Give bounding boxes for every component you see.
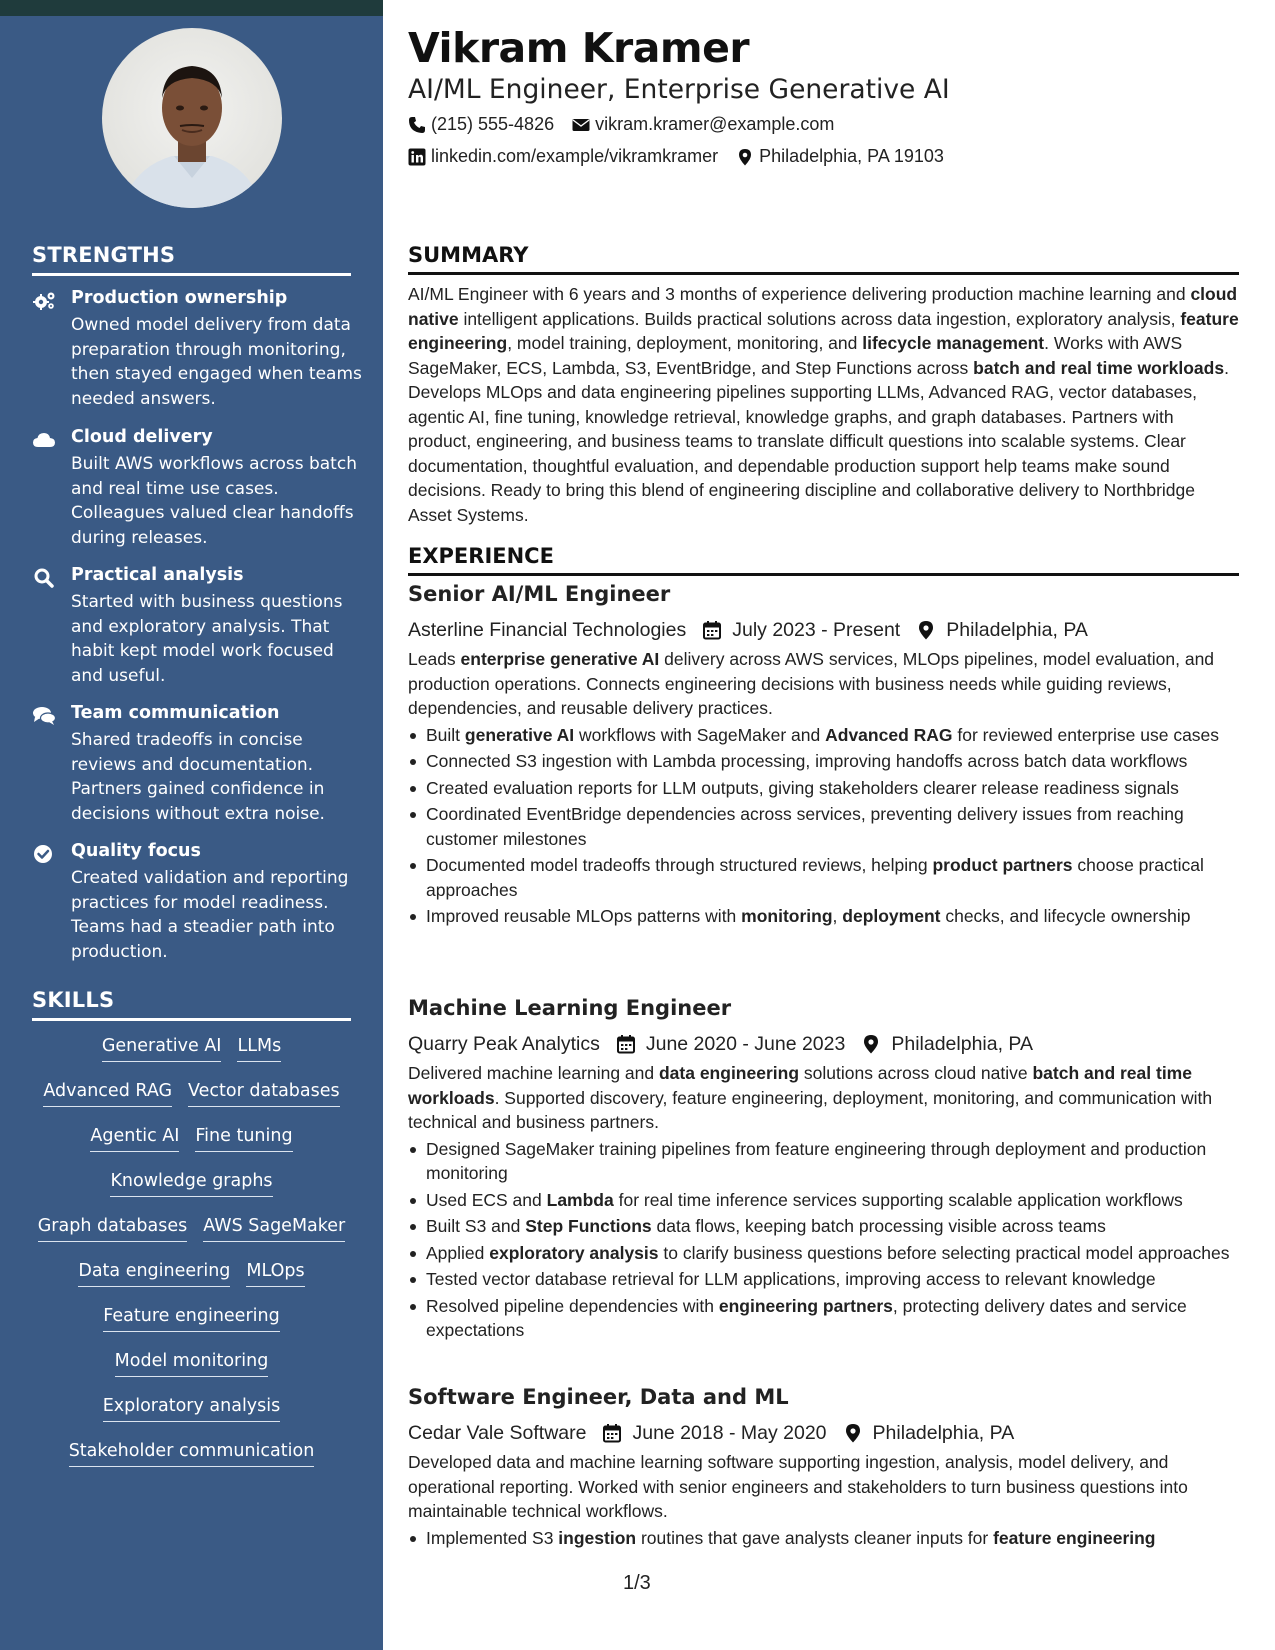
strength-body: Shared tradeoffs in concise reviews and documentation. Partners gained confidence in decisions without extra noise. bbox=[71, 730, 325, 824]
emphasis-text: deployment bbox=[842, 906, 941, 926]
email-link[interactable]: vikram.kramer@example.com bbox=[595, 114, 835, 134]
job-bullet: Coordinated EventBridge dependencies across services, preventing delivery issues from reaching customer milestones bbox=[408, 802, 1241, 851]
comments-icon bbox=[32, 705, 56, 727]
skills-list bbox=[32, 1036, 351, 1486]
summary-text: AI/ML Engineer with 6 years and 3 months of experience delivering production machine learning and cloud native intelligent applications. Builds practical solutions across data ingestion, exploratory analysis, feature engineering, model training, deployment, monitoring, and lifecycle management. Works with AWS SageMaker, ECS, Lambda, S3, EventBridge, and Step Functions across batch and real time workloads. Develops MLOps and data engineering pipelines supporting LLMs, Advanced RAG, vector databases, agentic AI, fine tuning, knowledge retrieval, knowledge graphs, and graph databases. Partners with product, engineering, and business teams to translate difficult questions into scalable systems. Clear documentation, thoughtful evaluation, and dependable production support help teams make sound decisions. Ready to bring this blend of engineering discipline and collaborative delivery to Northbridge Asset Systems. bbox=[408, 284, 1239, 525]
strength-title: Practical analysis bbox=[71, 565, 244, 585]
job-dates: June 2018 - May 2020 bbox=[632, 1421, 827, 1444]
job-bullet: Built generative AI workflows with SageMaker and Advanced RAG for reviewed enterprise use cases bbox=[408, 723, 1241, 748]
emphasis-text: engineering partners bbox=[718, 1295, 893, 1316]
linkedin-link[interactable]: linkedin.com/example/vikramkramer bbox=[431, 146, 719, 166]
emphasis-text: cloud native bbox=[408, 284, 1238, 329]
job-dates: July 2023 - Present bbox=[732, 618, 901, 641]
strength-item bbox=[32, 703, 362, 823]
strength-title: Quality focus bbox=[71, 841, 201, 861]
job-bullet: Designed SageMaker training pipelines from feature engineering through deployment and production monitoring bbox=[408, 1137, 1241, 1186]
job-meta bbox=[408, 1417, 1241, 1449]
job-bullet: Resolved pipeline dependencies with engineering partners, protecting delivery dates and service expectations bbox=[408, 1294, 1241, 1343]
map-marker-icon bbox=[736, 148, 754, 166]
job-bullet: Used ECS and Lambda for real time inference services supporting scalable application workflows bbox=[408, 1188, 1241, 1213]
job-meta bbox=[408, 1028, 1241, 1060]
skill-tag: MLOps bbox=[246, 1261, 304, 1287]
skill-tag: Agentic AI bbox=[90, 1126, 179, 1152]
skill-row bbox=[32, 1351, 351, 1396]
job-description: Delivered machine learning and data engineering solutions across cloud native batch and real time workloads. Supported discovery, feature engineering, deployment, monitoring, and communication with technical and business partners. bbox=[408, 1063, 1213, 1132]
location-text: Philadelphia, PA 19103 bbox=[759, 146, 944, 166]
skill-tag: Model monitoring bbox=[115, 1351, 269, 1377]
skill-row bbox=[32, 1306, 351, 1351]
contact-row bbox=[408, 146, 944, 167]
job-company: Quarry Peak Analytics bbox=[408, 1032, 600, 1055]
job-location: Philadelphia, PA bbox=[872, 1421, 1015, 1444]
job-bullet: Implemented S3 ingestion routines that gave analysts cleaner inputs for feature engineering bbox=[408, 1526, 1241, 1551]
phone-number[interactable]: (215) 555-4826 bbox=[431, 114, 555, 134]
emphasis-text: lifecycle management bbox=[862, 333, 1045, 353]
emphasis-text: data engineering bbox=[658, 1063, 800, 1083]
strength-item bbox=[32, 427, 362, 547]
emphasis-text: Lambda bbox=[546, 1189, 614, 1210]
job-company: Cedar Vale Software bbox=[408, 1421, 587, 1444]
phone-icon bbox=[408, 116, 426, 134]
emphasis-text: Advanced RAG bbox=[825, 724, 953, 745]
job-dates: June 2020 - June 2023 bbox=[645, 1032, 846, 1055]
skill-row bbox=[32, 1396, 351, 1441]
emphasis-text: Step Functions bbox=[525, 1216, 652, 1236]
job-title: Senior AI/ML Engineer bbox=[408, 582, 671, 606]
calendar-icon bbox=[616, 1034, 636, 1054]
page-number: 1/3 bbox=[623, 1572, 651, 1594]
job-bullet: Built S3 and Step Functions data flows, keeping batch processing visible across teams bbox=[408, 1214, 1241, 1239]
skill-row bbox=[32, 1081, 351, 1126]
calendar-icon bbox=[702, 620, 722, 640]
sidebar bbox=[0, 0, 383, 1650]
skill-tag: Knowledge graphs bbox=[110, 1171, 272, 1197]
skill-row bbox=[32, 1036, 351, 1081]
job-description: Leads enterprise generative AI delivery across AWS services, MLOps pipelines, model evaluation, and production operations. Connects engineering decisions with business needs while guiding reviews, dependencies, and reusable delivery practices. bbox=[408, 649, 1215, 718]
job-location: Philadelphia, PA bbox=[891, 1032, 1033, 1055]
skill-row bbox=[32, 1216, 351, 1261]
emphasis-text: batch and real time workloads bbox=[408, 1063, 1192, 1108]
skill-tag: Stakeholder communication bbox=[69, 1441, 315, 1467]
job-description: Developed data and machine learning software supporting ingestion, analysis, model delivery, and operational reporting. Worked with senior engineers and stakeholders to turn business questions into maintainable technical workflows. bbox=[408, 1452, 1188, 1521]
skill-row bbox=[32, 1441, 351, 1486]
summary-heading: SUMMARY bbox=[408, 243, 1239, 275]
envelope-icon bbox=[572, 116, 590, 134]
job-bullets bbox=[408, 723, 1241, 929]
job-bullets bbox=[408, 1526, 1241, 1551]
strengths-heading: STRENGTHS bbox=[32, 243, 351, 276]
job-meta bbox=[408, 614, 1241, 646]
strength-item bbox=[32, 841, 362, 961]
strength-body: Owned model delivery from data preparation through monitoring, then stayed engaged when teams needed answers. bbox=[71, 315, 362, 409]
gears-icon bbox=[32, 290, 56, 312]
skill-tag: LLMs bbox=[237, 1036, 281, 1062]
skill-tag: Exploratory analysis bbox=[103, 1396, 281, 1422]
avatar bbox=[102, 28, 282, 208]
skill-tag: AWS SageMaker bbox=[203, 1216, 345, 1242]
cloud-icon bbox=[32, 429, 56, 451]
job-entry bbox=[408, 1385, 1241, 1552]
candidate-headline: AI/ML Engineer, Enterprise Generative AI bbox=[408, 74, 950, 105]
job-company: Asterline Financial Technologies bbox=[408, 618, 687, 641]
emphasis-text: exploratory analysis bbox=[489, 1242, 659, 1263]
skill-row bbox=[32, 1261, 351, 1306]
linkedin-icon bbox=[408, 148, 426, 166]
emphasis-text: batch and real time workloads bbox=[973, 357, 1225, 378]
strength-body: Started with business questions and exploratory analysis. That habit kept model work focused and useful. bbox=[71, 592, 343, 686]
strength-body: Built AWS workflows across batch and real time use cases. Colleagues valued clear handoffs during releases. bbox=[71, 454, 357, 548]
strength-body: Created validation and reporting practices for model readiness. Teams had a steadier path into production. bbox=[71, 868, 349, 962]
job-location: Philadelphia, PA bbox=[946, 618, 1088, 641]
strength-item bbox=[32, 288, 362, 408]
map-marker-icon bbox=[843, 1423, 863, 1443]
emphasis-text: product partners bbox=[932, 855, 1073, 875]
strength-title: Team communication bbox=[71, 703, 280, 723]
skill-tag: Advanced RAG bbox=[43, 1081, 172, 1107]
job-title: Software Engineer, Data and ML bbox=[408, 1385, 789, 1409]
skill-row bbox=[32, 1171, 351, 1216]
skill-tag: Graph databases bbox=[38, 1216, 188, 1242]
job-bullet: Applied exploratory analysis to clarify business questions before selecting practical model approaches bbox=[408, 1241, 1241, 1266]
job-bullet: Documented model tradeoffs through structured reviews, helping product partners choose practical approaches bbox=[408, 853, 1241, 902]
emphasis-text: monitoring bbox=[741, 906, 833, 926]
emphasis-text: generative AI bbox=[464, 724, 575, 745]
strength-title: Production ownership bbox=[71, 288, 288, 308]
job-bullet: Improved reusable MLOps patterns with monitoring, deployment checks, and lifecycle ownership bbox=[408, 904, 1241, 929]
emphasis-text: ingestion bbox=[558, 1527, 637, 1548]
check-circle-icon bbox=[32, 843, 56, 865]
experience-heading: EXPERIENCE bbox=[408, 544, 1239, 576]
job-entry bbox=[408, 582, 1241, 931]
skill-tag: Generative AI bbox=[102, 1036, 222, 1062]
emphasis-text: feature engineering bbox=[408, 308, 1239, 353]
job-title: Machine Learning Engineer bbox=[408, 996, 732, 1020]
job-entry bbox=[408, 996, 1241, 1345]
job-bullet: Created evaluation reports for LLM outputs, giving stakeholders clearer release readiness signals bbox=[408, 776, 1241, 801]
top-strip bbox=[0, 0, 383, 16]
skill-row bbox=[32, 1126, 351, 1171]
emphasis-text: feature engineering bbox=[993, 1527, 1156, 1548]
strength-title: Cloud delivery bbox=[71, 427, 213, 447]
strength-item bbox=[32, 565, 362, 685]
job-bullet: Tested vector database retrieval for LLM applications, improving access to relevant knowledge bbox=[408, 1267, 1241, 1292]
skill-tag: Feature engineering bbox=[103, 1306, 279, 1332]
skills-heading: SKILLS bbox=[32, 988, 351, 1021]
map-marker-icon bbox=[916, 620, 936, 640]
candidate-name: Vikram Kramer bbox=[408, 24, 750, 72]
map-marker-icon bbox=[861, 1034, 881, 1054]
skill-tag: Data engineering bbox=[78, 1261, 230, 1287]
skill-tag: Fine tuning bbox=[195, 1126, 292, 1152]
calendar-icon bbox=[602, 1423, 622, 1443]
job-bullets bbox=[408, 1137, 1241, 1343]
skill-tag: Vector databases bbox=[188, 1081, 340, 1107]
search-icon bbox=[32, 567, 56, 589]
emphasis-text: enterprise generative AI bbox=[460, 649, 660, 669]
contact-row bbox=[408, 114, 834, 135]
job-bullet: Connected S3 ingestion with Lambda processing, improving handoffs across batch data workflows bbox=[408, 749, 1241, 774]
